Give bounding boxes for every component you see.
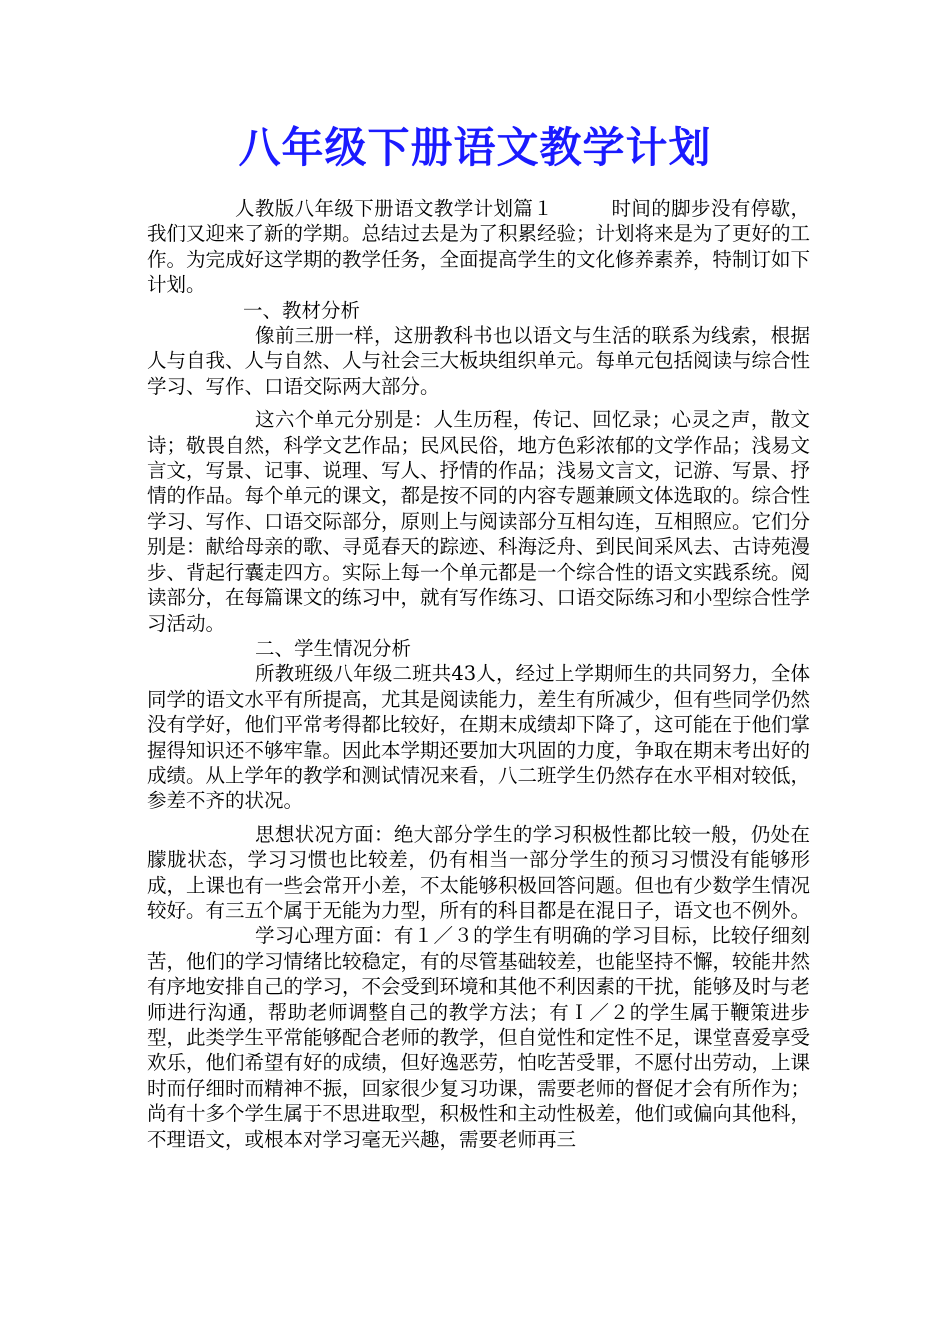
paragraph: 学习心理方面：有１／３的学生有明确的学习目标，比较仔细刻苦，他们的学习情绪比较稳定，有的尽管基础较差，也能坚持不懈，较能井然有序地安排自己的学习，不会受到环境和其他不利因素的干扰，能够及时与老师进行沟通，帮助老师调整自己的教学方法；有Ｉ／２的学生属于鞭策进步型，此类学生平常能够配合老师的教学，但自觉性和定性不足，课堂喜爱享受欢乐，他们希望有好的成绩，但好逸恶劳，怕吃苦受罪，不愿付出劳动，上课时而仔细时而精神不振，回家很少复习功课，需要老师的督促才会有所作为；尚有十多个学生属于不思进取型，积极性和主动性极差，他们或偏向其他科，不理语文，或根本对学习毫无兴趣，需要老师再三: [147, 924, 811, 1151]
intro-heading: 人教版八年级下册语文教学计划篇１: [235, 197, 554, 220]
section-heading-1: 一、教材分析: [243, 298, 361, 322]
paragraph: 思想状况方面：绝大部分学生的学习积极性都比较一般，仍处在朦胧状态，学习习惯也比较差，仍有相当一部分学生的预习习惯没有能够形成，上课也有一些会常开小差，不太能够积极回答问题。但也有少数学生情况较好。有三五个属于无能为力型，所有的科目都是在混日子，语文也不例外。: [147, 822, 811, 922]
paragraph: 所教班级八年级二班共43人，经过上学期师生的共同努力，全体同学的语文水平有所提高，尤其是阅读能力，差生有所减少，但有些同学仍然没有学好，他们平常考得都比较好，在期末成绩却下降了，这可能在于他们掌握得知识还不够牢靠。因此本学期还要加大巩固的力度，争取在期末考出好的成绩。从上学年的教学和测试情况来看，八二班学生仍然存在水平相对较低，参差不齐的状况。: [147, 662, 811, 813]
intro-paragraph: [147, 196, 810, 298]
section-heading-2: 二、学生情况分析: [255, 636, 412, 660]
paragraph: 像前三册一样，这册教科书也以语文与生活的联系为线索，根据人与自我、人与自然、人与社会三大板块组织单元。每单元包括阅读与综合性学习、写作、口语交际两大部分。: [147, 324, 811, 398]
intro-text: 时间的脚步没有停歇，我们又迎来了新的学期。总结过去是为了积累经验；计划将来是为了更好的工作。为完成好这学期的教学任务，全面提高学生的文化修养素养，特制订如下计划。: [147, 197, 811, 297]
document-body: [147, 196, 810, 1152]
paragraph: 这六个单元分别是：人生历程，传记、回忆录；心灵之声，散文诗；敬畏自然，科学文艺作品；民风民俗，地方色彩浓郁的文学作品；浅易文言文，写景、记事、说理、写人、抒情的作品；浅易文言文，记游、写景、抒情的作品。每个单元的课文，都是按不同的内容专题兼顾文体选取的。综合性学习、写作、口语交际部分，原则上与阅读部分互相勾连，互相照应。它们分别是：献给母亲的歌、寻觅春天的踪迹、科海泛舟、到民间采风去、古诗苑漫步、背起行囊走四方。实际上每一个单元都是一个综合性的语文实践系统。阅读部分，在每篇课文的练习中，就有写作练习、口语交际练习和小型综合性学习活动。: [147, 408, 811, 635]
document-title: 八年级下册语文教学计划: [238, 123, 712, 172]
